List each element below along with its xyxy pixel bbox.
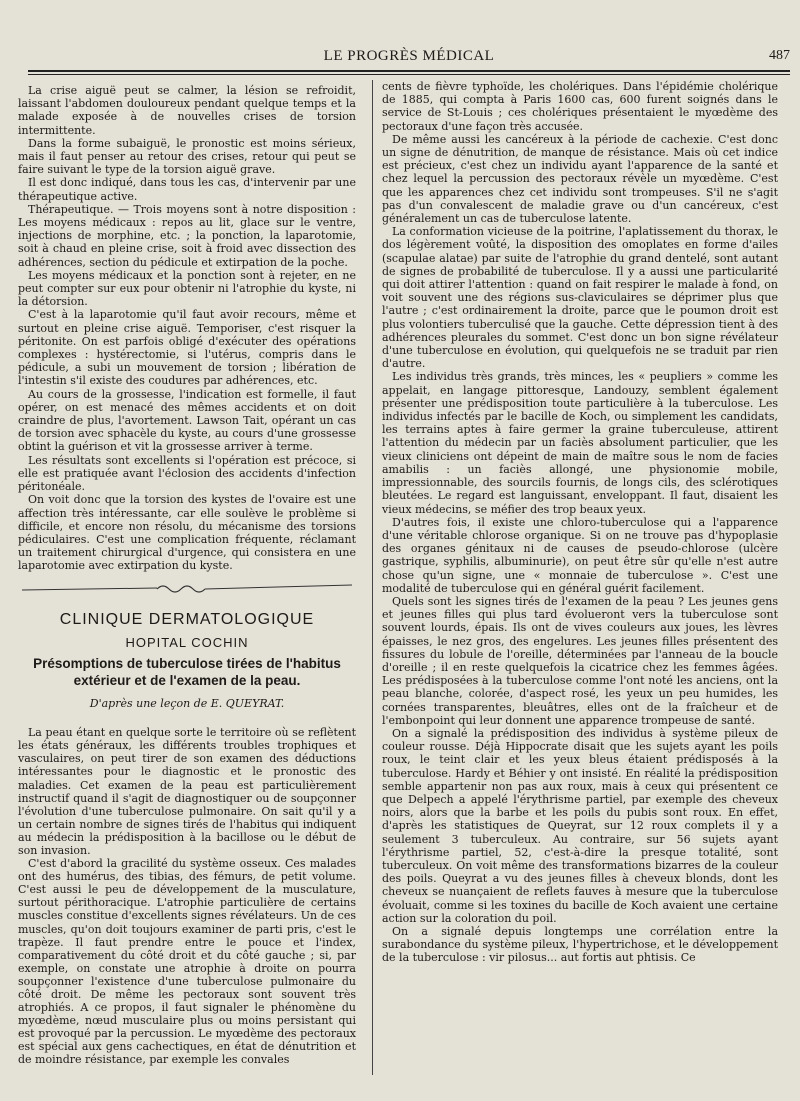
hospital-name: HOPITAL COCHIN	[125, 634, 249, 650]
header-rule-thin	[28, 74, 790, 75]
paragraph: La crise aiguë peut se calmer, la lésion se refroidit, laissant l'abdomen douloureux pendant quelque temps et la malade exposée à de nouvelles crises de torsion intermittente.	[18, 84, 356, 137]
left-column	[18, 84, 356, 1067]
paragraph: Les résultats sont excellents si l'opération est précoce, si elle est pratiquée avant l'éclosion des accidents d'infection péritonéale.	[18, 453, 356, 494]
section-ornament	[18, 581, 356, 599]
right-column	[382, 80, 778, 965]
journal-title: LE PROGRÈS MÉDICAL	[323, 48, 495, 64]
paragraph: C'est à la laparotomie qu'il faut avoir recours, même et surtout en pleine crise aiguë. Temporiser, c'est risquer la péritonite. On est parfois obligé d'exécuter des opérations complexes : hystérectomie, si l'utérus, compris dans le pédicule, a subi un mouvement de torsion ; libération de l'intestin s'il existe des coudures par adhérences, etc.	[18, 308, 356, 388]
paragraph: Quels sont les signes tirés de l'examen de la peau ? Les jeunes gens et jeunes filles qui plus tard évolueront vers la tuberculose sont souvent lourds, épais. Ils ont de vives couleurs aux joues, les lèvres épaisses, le nez gros, des engelures. Les jeunes filles présentent des fissures du lobule de l'oreille, déterminées par l'anneau de la boucle d'oreille ; il en reste quelquefois la cicatrice chez les femmes âgées. Les prédisposées à la tuberculose comme l'ont noté les anciens, ont la peau blanche, colorée, d'aspect rosé, les yeux un peu humides, les cornées transparentes, bleuâtres, elles ont de la fraîcheur et de l'embonpoint qui leur donnent une apparence trompeuse de santé.	[382, 594, 778, 727]
paragraph: La peau étant en quelque sorte le territoire où se reflètent les états généraux, les différents troubles trophiques et vasculaires, on peut tirer de son examen des déductions intéressantes pour le diagnostic et le pronostic des maladies. Cet examen de la peau est particulièrement instructif quand il s'agit de diagnostiquer ou de soupçonner l'évolution d'une tuberculose pulmonaire. On sait qu'il y a un certain nombre de signes tirés de l'habitus qui indiquent au médecin la prédisposition à la bacillose ou le début de son invasion.	[18, 726, 356, 857]
paragraph: Thérapeutique. — Trois moyens sont à notre disposition : Les moyens médicaux : repos au lit, glace sur le ventre, injections de morphine, etc. ; la ponction, la laparotomie, soit à chaud en pleine crise, soit à froid avec dissection des adhérences, section du pédicule et extirpation de la poche.	[18, 202, 356, 269]
page-number: 487	[769, 48, 790, 63]
article-byline: D'après une leçon de E. QUEYRAT.	[89, 696, 285, 710]
paragraph: D'autres fois, il existe une chloro-tuberculose qui a l'apparence d'une véritable chlorose organique. Si on ne trouve pas d'hypoplasie des organes génitaux ni de causes de pseudo-chlorose (ulcère gastrique, syphilis, albuminurie), on peut être sûr qu'elle n'est autre chose qu'un signe, une « monnaie de tuberculose ». C'est une modalité de tuberculose qui en général guérit facilement.	[382, 515, 778, 595]
section-title: CLINIQUE DERMATOLOGIQUE	[59, 610, 315, 628]
paragraph: La conformation vicieuse de la poitrine, l'aplatissement du thorax, le dos légèrement voûté, la disposition des omoplates en forme d'ailes (scapulae alatae) par suite de l'atrophie du grand dentelé, sont autant de signes de probabilité de tuberculose. Il y a aussi une particularité qui doit attirer l'attention : quand on fait respirer le malade à fond, on voit souvent une des régions sus-claviculaires se déprimer plus que l'autre ; c'est ordinairement la droite, parce que le poumon droit est plus volontiers tuberculisé que la gauche. Cette dépression tient à des adhérences pleurales du sommet. C'est donc un bon signe révélateur d'une tuberculose en évolution, qui quelquefois ne se traduit par rien d'autre.	[382, 225, 778, 371]
article-title: Présomptions de tuberculose tirées de l'habitus extérieur et de l'examen de la peau.	[33, 655, 341, 688]
paragraph: C'est d'abord la gracilité du système osseux. Ces malades ont des humérus, des tibias, des fémurs, de petit volume. C'est aussi le peu de développement de la musculature, surtout périthoracique. L'atrophie particulière de certains muscles constitue d'excellents signes révélateurs. Un de ces muscles, qu'on doit toujours examiner de parti pris, c'est le trapèze. Il faut prendre entre le pouce et l'index, comparativement du côté droit et du côté gauche ; si, par exemple, on constate une atrophie à droite on pourra soupçonner l'existence d'une tuberculose pulmonaire du côté droit. De même les pectoraux sont souvent très atrophiés. A ce propos, il faut signaler le phénomène du myœdème, nœud musculaire plus ou moins persistant qui est provoqué par la percussion. Le myœdème des pectoraux est spécial aux gens cachectiques, en état de dénutrition et de moindre résistance, par exemple les convales	[18, 857, 356, 1067]
paragraph: Les individus très grands, très minces, les « peupliers » comme les appelait, en langage pittoresque, Landouzy, semblent également présenter une prédisposition toute particulière à la tuberculose. Les individus infectés par le bacille de Koch, ou simplement les candidats, les terrains aptes à faire germer la graine tuberculeuse, attirent l'attention du médecin par un faciès absolument particulier, que les vieux cliniciens ont dépeint de main de maître sous le nom de facies amabilis : un faciès allongé, une physionomie mobile, impressionnable, des sourcils fournis, de longs cils, des sclérotiques bleutées. Le regard est languissant, enveloppant. Il faut, disaient les vieux médecins, se méfier des trop beaux yeux.	[382, 370, 778, 516]
paragraph: De même aussi les cancéreux à la période de cachexie. C'est donc un signe de dénutrition, de manque de résistance. Mais où cet indice est précieux, c'est chez un individu ayant l'apparence de la santé et chez lequel la percussion des pectoraux révèle un myœdème. C'est que les apparences chez cet individu sont trompeuses. S'il ne s'agit pas d'un convalescent de maladie grave ou d'un cancéreux, c'est généralement un cas de tuberculose latente.	[382, 132, 778, 226]
paragraph: Les moyens médicaux et la ponction sont à rejeter, en ne peut compter sur eux pour obtenir ni l'atrophie du kyste, ni la détorsion.	[18, 268, 356, 309]
header-rule-thick	[28, 70, 790, 72]
paragraph: Dans la forme subaiguë, le pronostic est moins sérieux, mais il faut penser au retour des crises, retour qui peut se faire suivant le type de la torsion aiguë grave.	[18, 136, 356, 177]
paragraph: On a signalé depuis longtemps une corrélation entre la surabondance du système pileux, l'hypertrichose, et le développement de la tuberculose : vir pilosus... aut fortis aut phtisis. Ce	[382, 925, 778, 965]
paragraph: Au cours de la grossesse, l'indication est formelle, il faut opérer, on est menacé des mêmes accidents et on doit craindre de plus, l'avortement. Lawson Tait, opérant un cas de torsion avec sphacèle du kyste, au cours d'une grossesse obtint la guérison et vit la grossesse arriver à terme.	[18, 387, 356, 454]
column-divider	[372, 80, 373, 1075]
page-header	[28, 40, 790, 68]
article-body	[18, 726, 356, 1066]
paragraph: Il est donc indiqué, dans tous les cas, d'intervenir par une thérapeutique active.	[18, 176, 356, 203]
paragraph: On voit donc que la torsion des kystes de l'ovaire est une affection très intéressante, car elle soulève le problème si difficile, et encore non résolu, du mécanisme des torsions pédiculaires. C'est une complication fréquente, réclamant un traitement chirurgical d'urgence, qui consistera en une laparotomie avec extirpation du kyste.	[18, 493, 356, 573]
paragraph: On a signalé la prédisposition des individus à système pileux de couleur rousse. Déjà Hippocrate disait que les sujets ayant les poils roux, le teint clair et les yeux bleus étaient prédisposés à la tuberculose. Hardy et Béhier y ont insisté. En réalité la prédisposition semble appartenir non pas aux roux, mais à ceux qui présentent ce que Delpech a appelé l'érythrisme partiel, par exemple des cheveux noirs, alors que la barbe et les poils du pubis sont roux. En effet, d'après les statistiques de Queyrat, sur 12 roux complets il y a seulement 3 tuberculeux. Au contraire, sur 56 sujets ayant l'érythrisme partiel, 52, c'est-à-dire la presque totalité, sont tuberculeux. On voit même des transformations bizarres de la couleur des poils. Queyrat a vu des jeunes filles à cheveux blonds, dont les cheveux se nuançaient de reflets fauves à mesure que la tuberculose évoluait, comme si les toxines du bacille de Koch avaient une certaine action sur la coloration du poil.	[382, 726, 778, 925]
paragraph: cents de fièvre typhoïde, les cholériques. Dans l'épidémie cholérique de 1885, qui compta à Paris 1600 cas, 600 furent soignés dans le service de St-Louis ; ces cholériques présentaient le myœdème des pectoraux d'une façon très accusée.	[382, 80, 778, 133]
